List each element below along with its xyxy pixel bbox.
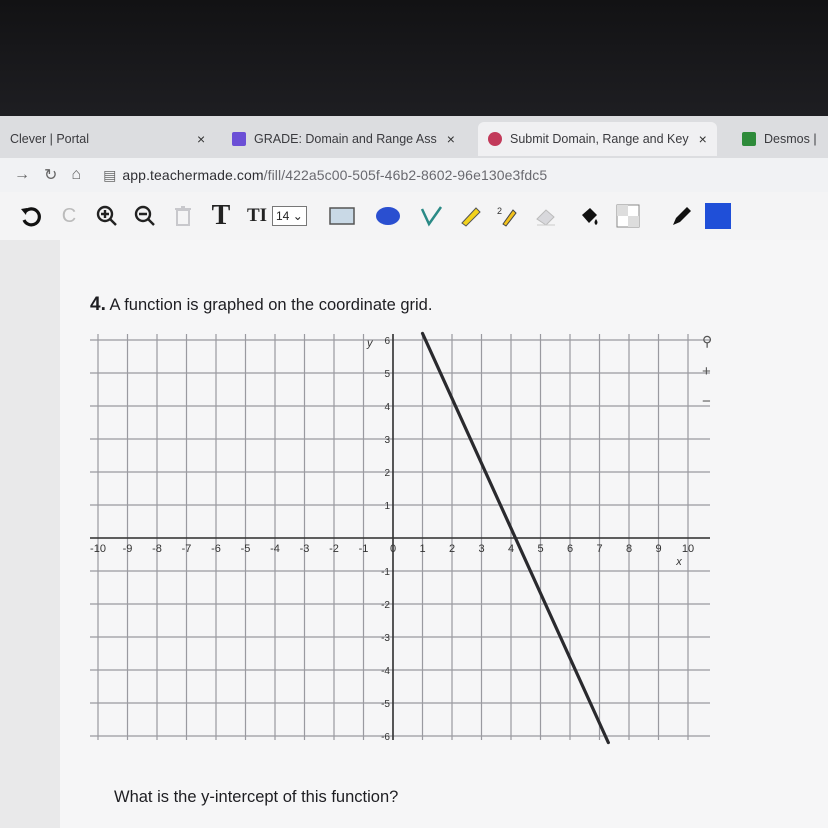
classroom-icon: [488, 132, 502, 146]
tab-grade[interactable]: [232, 122, 455, 156]
x-tick-label: -5: [240, 543, 251, 555]
y-tick-label: 4: [384, 402, 390, 413]
y-tick-label: -4: [381, 666, 390, 677]
x-tick-label: -10: [90, 543, 106, 555]
forward-icon[interactable]: →: [14, 166, 30, 183]
x-tick-label: -8: [152, 543, 162, 555]
question-heading: [90, 294, 432, 316]
url-path: /fill/422a5c00-505f-46b2-8602-96e130e3fdc5: [263, 166, 548, 183]
x-tick-label: 10: [681, 543, 695, 555]
x-tick-label: 3: [478, 543, 485, 555]
desmos-icon: [742, 132, 756, 146]
math-pen-icon[interactable]: [491, 199, 525, 233]
close-icon[interactable]: ×: [446, 131, 455, 147]
question-title: A function is graphed on the coordinate grid.: [109, 296, 433, 314]
highlighter-icon[interactable]: [453, 199, 487, 233]
x-tick-label: 0: [389, 543, 397, 555]
close-icon[interactable]: ×: [698, 131, 707, 147]
url-field[interactable]: [103, 167, 547, 184]
x-tick-label: 4: [507, 543, 515, 555]
address-bar: [0, 158, 828, 192]
worksheet-page: [60, 240, 828, 828]
url-host: app.teachermade.com: [122, 166, 264, 183]
graph-settings-icon[interactable]: ⚲: [702, 333, 713, 349]
tab-desmos[interactable]: [742, 122, 817, 156]
x-tick-label: 6: [566, 543, 574, 555]
x-tick-label: -4: [270, 543, 280, 555]
x-tick-label: -7: [181, 543, 192, 555]
stroke-color-swatch[interactable]: [701, 199, 735, 233]
y-tick-label: 2: [384, 468, 390, 479]
zoom-in-icon[interactable]: [90, 199, 124, 233]
x-tick-label: 2: [448, 543, 456, 555]
y-tick-label: -5: [381, 699, 390, 710]
trash-icon[interactable]: [166, 199, 200, 233]
y-tick-label: 6: [384, 336, 390, 347]
coordinate-graph: [88, 326, 748, 746]
y-tick-label: 5: [384, 369, 390, 380]
y-tick-label: -2: [381, 600, 390, 611]
y-tick-label: 3: [384, 435, 390, 446]
zoom-in-graph-button[interactable]: +: [702, 363, 711, 380]
x-tick-label: 5: [537, 543, 544, 555]
stroke-pen-icon[interactable]: [665, 199, 699, 233]
accent-color: [705, 203, 731, 229]
undo-icon[interactable]: [14, 199, 48, 233]
home-icon[interactable]: ⌂: [71, 166, 82, 183]
eraser-icon[interactable]: [529, 199, 563, 233]
graph-controls: [702, 333, 712, 410]
zoom-out-icon[interactable]: [128, 199, 162, 233]
y-tick-label: -1: [381, 567, 390, 578]
pen-tool-icon[interactable]: [415, 199, 449, 233]
x-tick-label: -2: [329, 543, 339, 555]
fill-bucket-icon[interactable]: [573, 199, 607, 233]
ellipse-tool-icon[interactable]: [371, 199, 405, 233]
text-tool-icon[interactable]: T: [211, 200, 231, 231]
x-tick-label: 7: [596, 543, 603, 555]
reload-icon[interactable]: ↻: [44, 167, 58, 184]
monitor-bezel: [0, 0, 828, 116]
x-tick-label: 8: [625, 543, 633, 555]
x-tick-label: -3: [299, 543, 310, 555]
question-prompt: What is the y-intercept of this function?: [114, 788, 399, 806]
browser-window: [0, 116, 828, 828]
y-tick-label: -3: [381, 633, 390, 644]
teachermade-icon: [232, 132, 246, 146]
x-tick-label: 1: [419, 543, 426, 555]
tab-clever[interactable]: [10, 122, 205, 156]
y-tick-label: 1: [384, 501, 390, 512]
x-tick-label: 9: [655, 543, 662, 555]
text-size-tool-icon[interactable]: TI: [246, 205, 268, 226]
svg-text:2: 2: [496, 206, 502, 216]
font-size-value: 14: [276, 209, 290, 223]
editor-toolbar: [0, 192, 828, 240]
question-number: 4.: [90, 294, 106, 315]
x-tick-label: -6: [211, 543, 221, 555]
close-icon[interactable]: ×: [196, 131, 206, 147]
tab-strip: [0, 116, 828, 158]
tab-label: Clever | Portal: [10, 132, 89, 146]
y-tick-label: -6: [381, 732, 390, 743]
zoom-out-graph-button[interactable]: −: [702, 393, 711, 410]
redo-icon[interactable]: C: [61, 204, 77, 227]
tab-label: Desmos |: [764, 132, 817, 146]
x-tick-label: -9: [122, 543, 133, 555]
rectangle-tool-icon[interactable]: [325, 199, 359, 233]
x-tick-label: -1: [358, 543, 369, 555]
fill-swatch-icon[interactable]: [611, 199, 645, 233]
tab-label: Submit Domain, Range and Key: [510, 132, 689, 146]
x-axis-label: x: [676, 556, 682, 568]
font-size-select[interactable]: 14 ⌄: [272, 206, 307, 226]
tab-label: GRADE: Domain and Range Ass: [254, 132, 437, 146]
site-info-icon[interactable]: ▤: [103, 166, 117, 183]
tab-submit[interactable]: [478, 122, 717, 156]
y-axis-label: y: [367, 337, 373, 350]
